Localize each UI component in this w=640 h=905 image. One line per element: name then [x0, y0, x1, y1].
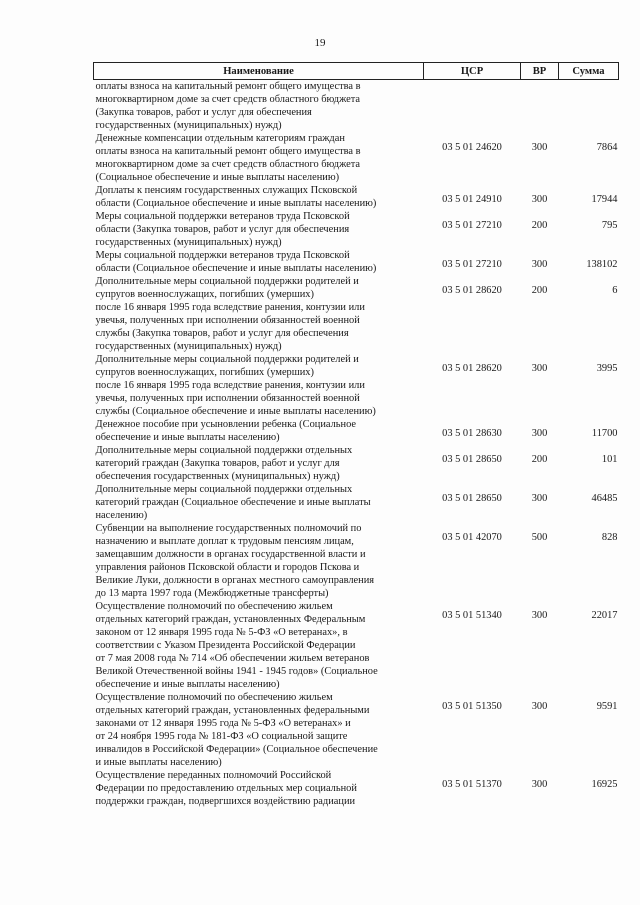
row-vr: 500 [531, 532, 548, 543]
row-name: Дополнительные меры социальной поддержки родителей и супругов военнослужащих, погибших (умерших) после 16 января 1995 года вследствие ранения, контузии или увечья, полученных при исполнении обязанностей военной службы (Закупка товаров, работ и услуг для обеспечения государственных (муниципальных) нужд) [95, 276, 365, 352]
table-row [94, 80, 619, 133]
header-sum: Сумма [559, 63, 619, 80]
row-name: Доплаты к пенсиям государственных служащих Псковской области (Социальное обеспечение и иные выплаты населению) [95, 185, 377, 209]
row-sum: 828 [601, 532, 618, 543]
row-code: 03 5 01 42070 [442, 532, 502, 543]
row-sum: 16925 [591, 779, 618, 790]
row-code: 03 5 01 51340 [442, 610, 502, 621]
budget-table [93, 62, 619, 808]
row-vr: 300 [531, 363, 548, 374]
page-number: 19 [314, 37, 326, 49]
row-name: оплаты взноса на капитальный ремонт общего имущества в многоквартирном доме за счет средств областного бюджета (Закупка товаров, работ и услуг для обеспечения государственных (муниципальных) нужд) [95, 81, 361, 131]
row-name: Осуществление полномочий по обеспечению жильем отдельных категорий граждан, установленных Федеральным законом от 12 января 1995 года № 5-ФЗ «О ветеранах», в соответствии с Указом Президента Российской Федерации от 7 мая 2008 года № 714 «Об обеспечении жильем ветеранов Великой Отечественной войны 1941 - 1945 годов» (Социальное обеспечение и иные выплаты населению) [95, 601, 378, 690]
row-sum: 22017 [591, 610, 618, 621]
table-header-row [94, 63, 619, 80]
row-vr: 200 [531, 220, 548, 231]
row-vr: 200 [531, 285, 548, 296]
row-vr: 300 [531, 493, 548, 504]
row-code [424, 80, 521, 133]
row-code: 03 5 01 24620 [442, 142, 502, 153]
row-sum: 7864 [596, 142, 618, 153]
table-row [94, 210, 619, 249]
row-vr: 200 [531, 454, 548, 465]
row-vr: 300 [531, 142, 548, 153]
row-sum: 795 [601, 220, 618, 231]
row-sum: 9591 [596, 701, 618, 712]
row-sum: 46485 [591, 493, 618, 504]
row-name: Дополнительные меры социальной поддержки родителей и супругов военнослужащих, погибших (умерших) после 16 января 1995 года вследствие ранения, контузии или увечья, полученных при исполнении обязанностей военной службы (Социальное обеспечение и иные выплаты населению) [95, 354, 376, 417]
row-code: 03 5 01 28630 [442, 428, 502, 439]
row-name: Денежное пособие при усыновлении ребенка (Социальное обеспечение и иные выплаты населению) [95, 419, 357, 443]
row-sum: 3995 [596, 363, 618, 374]
table-row [94, 444, 619, 483]
row-sum: 101 [601, 454, 618, 465]
row-vr: 300 [531, 701, 548, 712]
row-code: 03 5 01 28620 [442, 363, 502, 374]
table-row [94, 249, 619, 275]
row-vr: 300 [531, 194, 548, 205]
table-row [94, 418, 619, 444]
row-vr: 300 [531, 428, 548, 439]
table-row [94, 600, 619, 691]
header-code: ЦСР [424, 63, 521, 80]
row-code: 03 5 01 28650 [442, 454, 502, 465]
row-name: Денежные компенсации отдельным категориям граждан оплаты взноса на капитальный ремонт общего имущества в многоквартирном доме за счет средств областного бюджета (Социальное обеспечение и иные выплаты населению) [95, 133, 361, 183]
row-code: 03 5 01 28650 [442, 493, 502, 504]
row-name: Субвенции на выполнение государственных полномочий по назначению и выплате доплат к трудовым пенсиям лицам, замещавшим должности в органах государственной власти и управления районов Псковской области и городов Пскова и Великие Луки, должности в органах местного самоуправления до 13 марта 1997 года (Межбюджетные трансферты) [95, 523, 375, 599]
row-vr [521, 80, 559, 133]
table-row [94, 184, 619, 210]
row-name: Дополнительные меры социальной поддержки отдельных категорий граждан (Социальное обеспечение и иные выплаты населению) [95, 484, 371, 521]
table-row [94, 483, 619, 522]
row-sum [559, 80, 619, 133]
table-row [94, 522, 619, 600]
header-vr: ВР [521, 63, 559, 80]
row-sum: 17944 [591, 194, 618, 205]
row-vr: 300 [531, 259, 548, 270]
table-row [94, 769, 619, 808]
row-name: Дополнительные меры социальной поддержки отдельных категорий граждан (Закупка товаров, работ и услуг для обеспечения государственных (муниципальных) нужд) [95, 445, 353, 482]
table-row [94, 691, 619, 769]
row-code: 03 5 01 27210 [442, 259, 502, 270]
row-code: 03 5 01 51350 [442, 701, 502, 712]
row-vr: 300 [531, 779, 548, 790]
row-vr: 300 [531, 610, 548, 621]
row-code: 03 5 01 24910 [442, 194, 502, 205]
row-sum: 11700 [591, 428, 618, 439]
table-row [94, 132, 619, 184]
table-row [94, 275, 619, 353]
header-name: Наименование [94, 63, 424, 80]
row-name: Осуществление полномочий по обеспечению жильем отдельных категорий граждан, установленных федеральными законами от 12 января 1995 года № 5-ФЗ «О ветеранах» и от 24 ноября 1995 года № 181-ФЗ «О социальной защите инвалидов в Российской Федерации» (Социальное обеспечение и иные выплаты населению) [95, 692, 378, 768]
row-name: Меры социальной поддержки ветеранов труда Псковской области (Закупка товаров, работ и услуг для обеспечения государственных (муниципальных) нужд) [95, 211, 350, 248]
row-name: Осуществление переданных полномочий Российской Федерации по предоставлению отдельных мер социальной поддержки граждан, подвергшихся воздействию радиации [95, 770, 357, 807]
row-code: 03 5 01 27210 [442, 220, 502, 231]
row-sum: 6 [612, 285, 618, 296]
row-code: 03 5 01 51370 [442, 779, 502, 790]
budget-table-wrapper [93, 62, 618, 808]
row-code: 03 5 01 28620 [442, 285, 502, 296]
row-sum: 138102 [586, 259, 618, 270]
row-name: Меры социальной поддержки ветеранов труда Псковской области (Социальное обеспечение и иные выплаты населению) [95, 250, 377, 274]
table-row [94, 353, 619, 418]
